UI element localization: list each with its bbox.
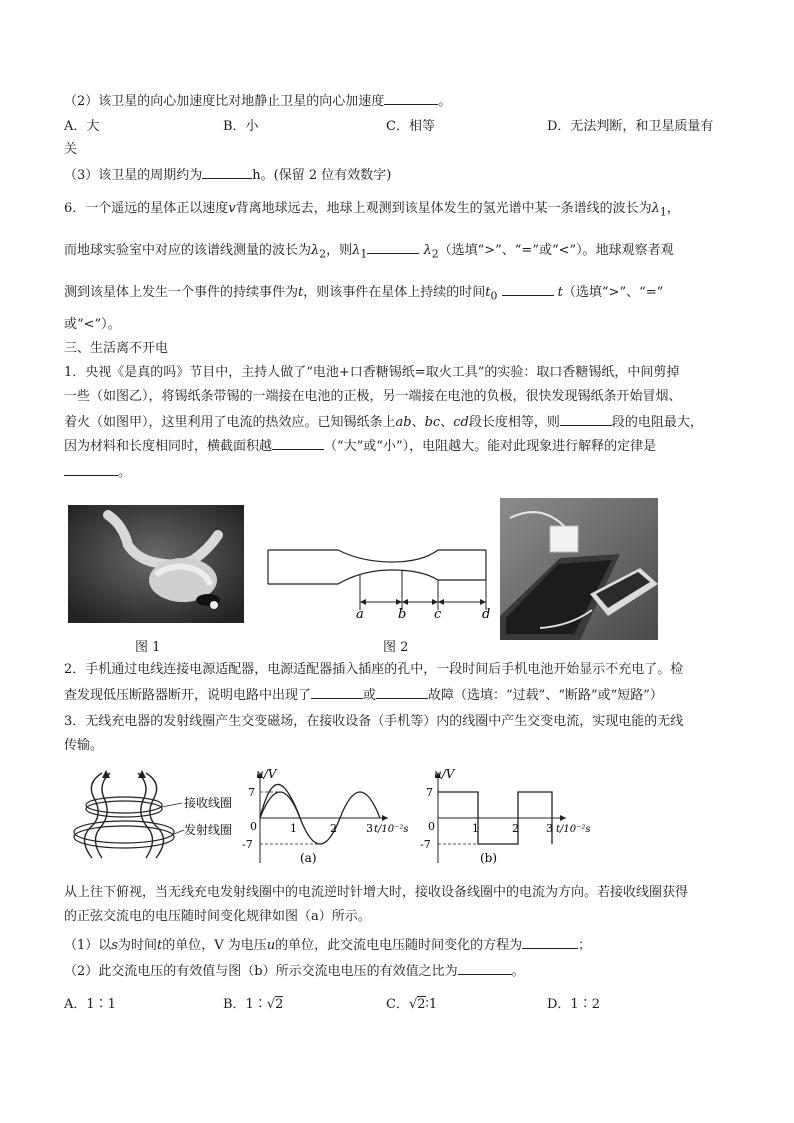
option-b[interactable]: B．小: [223, 119, 259, 134]
ytick-neg7-b: -7: [420, 838, 431, 851]
q1-line4: 因为材料和长度相同时，横截面积越 （“大”或“小”），电阻越大。能对此现象进行解释的定律是: [64, 436, 656, 456]
graph-a-sine: [238, 767, 409, 868]
xtick-2-a: 2: [330, 822, 337, 835]
label-c: c: [434, 607, 442, 622]
xtick-0-b: 0: [428, 820, 435, 833]
q6-line3: 测到该星体上发生一个事件的持续事件为t，则该事件在星体上持续的时间$t_0$ t（选填“>”、“=”: [64, 282, 663, 306]
q3-line2: 传输。: [64, 738, 104, 753]
transmit-coil-label: 发射线圈: [184, 823, 233, 837]
option-d[interactable]: D．无法判断，和卫星质量有: [547, 119, 714, 134]
xtick-3-b: 3: [546, 822, 553, 835]
answer-blank[interactable]: [311, 685, 363, 699]
answer-blank[interactable]: [202, 165, 252, 179]
q3-option-b[interactable]: B．1∶√2: [223, 997, 284, 1012]
q3-para1: 从上往下俯视，当无线充电发射线圈中的电流逆时针增大时，接收设备线圈中的电流为方向。若接收线圈获得: [64, 885, 689, 900]
ylabel-b: u/V: [434, 767, 455, 781]
xtick-3-a: 3: [366, 822, 373, 835]
q1-line2: 一些（如图乙），将锡纸条带锡的一端接在电池的正极，另一端接在电池的负极，很快发现锡纸条开始冒烟、: [64, 389, 682, 404]
q1-line5: 。: [64, 462, 131, 482]
xlabel-a: t/10⁻²s: [374, 824, 409, 835]
answer-blank[interactable]: [560, 412, 612, 426]
answer-blank[interactable]: [458, 961, 512, 975]
answer-blank[interactable]: [64, 462, 118, 476]
xtick-0-a: 0: [250, 820, 257, 833]
answer-blank[interactable]: [384, 91, 438, 105]
graph-b-square: [416, 768, 602, 868]
charger-phone-image: [500, 498, 658, 640]
answer-blank[interactable]: [502, 282, 554, 296]
coil-diagram: [64, 768, 244, 868]
charger-phone-photo: [500, 498, 658, 640]
answer-blank[interactable]: [522, 935, 578, 949]
label-a: a: [356, 607, 364, 622]
answer-blank[interactable]: [376, 685, 428, 699]
figure1-image: [68, 505, 244, 623]
graph-b-caption: (b): [480, 851, 498, 865]
option-c[interactable]: C．相等: [386, 119, 435, 134]
q6-line2: 而地球实验室中对应的该谱线测量的波长为$\lambda_2$，则$\lambda_1$ $\lambda_2$（选填“>”、“=”或“<”）。地球观察者观: [64, 240, 674, 264]
figure1-caption: 图 1: [135, 640, 161, 655]
q6-line4: 或“<”）。: [64, 317, 121, 332]
xtick-1-a: 1: [290, 822, 297, 835]
graph-a-caption: (a): [300, 851, 317, 865]
xlabel-b: t/10⁻²s: [556, 824, 591, 835]
ytick-7-a: 7: [248, 786, 255, 799]
section-heading: 三、生活离不开电: [64, 341, 169, 356]
figure1-photo: [68, 505, 244, 623]
q6-line1: 6．一个遥远的星体正以速度v背离地球远去，地球上观测到该星体发生的氢光谱中某一条谱线的波长为$\lambda_1$，: [64, 201, 680, 219]
ylabel-a: u/V: [256, 767, 277, 781]
ytick-neg7-a: -7: [242, 838, 253, 851]
xtick-2-b: 2: [512, 822, 519, 835]
q5-part2: （2）该卫星的向心加速度比对地静止卫星的向心加速度 。: [64, 91, 451, 111]
figure2-foil-diagram: [262, 540, 498, 620]
receive-coil-label: 接收线圈: [184, 796, 233, 810]
q1-line1: 1．央视《是真的吗》节目中，主持人做了“电池+口香糖锡纸=取火工具”的实验：取口香糖锡纸，中间剪掉: [64, 365, 680, 380]
q2-line1: 2．手机通过电线连接电源适配器，电源适配器插入插座的孔中，一段时间后手机电池开始显示不充电了。检: [64, 662, 684, 677]
xtick-1-b: 1: [472, 822, 479, 835]
label-d: d: [482, 607, 491, 622]
q5-part3: （3）该卫星的周期约为 h。(保留 2 位有效数字): [64, 165, 391, 185]
answer-blank[interactable]: [367, 240, 419, 254]
sine-curve-1: [260, 784, 300, 818]
q3-option-d[interactable]: D．1∶2: [547, 997, 600, 1012]
q3-para2: 的正弦交流电的电压随时间变化规律如图（a）所示。: [64, 909, 371, 924]
q3-sub1: （1）以s为时间t的单位，V 为电压u的单位，此交流电电压随时间变化的方程为 ；: [64, 935, 591, 955]
q2-line2: 查发现低压断路器断开，说明电路中出现了 或 故障（选填：“过载”、“断路”或“短路”）: [64, 685, 663, 705]
figure2-caption: 图 2: [383, 640, 409, 655]
q3-line1: 3．无线充电器的发射线圈产生交变磁场，在接收设备（手机等）内的线圈中产生交变电流，实现电能的无线: [64, 714, 684, 729]
q3-option-c[interactable]: C．√2∶1: [386, 997, 438, 1012]
answer-blank[interactable]: [272, 436, 324, 450]
ytick-7-b: 7: [426, 786, 433, 799]
option-d-wrap: 关: [64, 142, 78, 157]
label-b: b: [398, 607, 407, 622]
option-a[interactable]: A．大: [64, 119, 100, 134]
q3-sub2: （2）此交流电压的有效值与图（b）所示交流电电压的有效值之比为 。: [64, 961, 525, 981]
q1-line3: 着火（如图甲），这里利用了电流的热效应。已知锡纸条上ab、bc、cd段长度相等，则 段的电阻最大，: [64, 412, 703, 432]
q3-option-a[interactable]: A．1∶1: [64, 997, 116, 1012]
